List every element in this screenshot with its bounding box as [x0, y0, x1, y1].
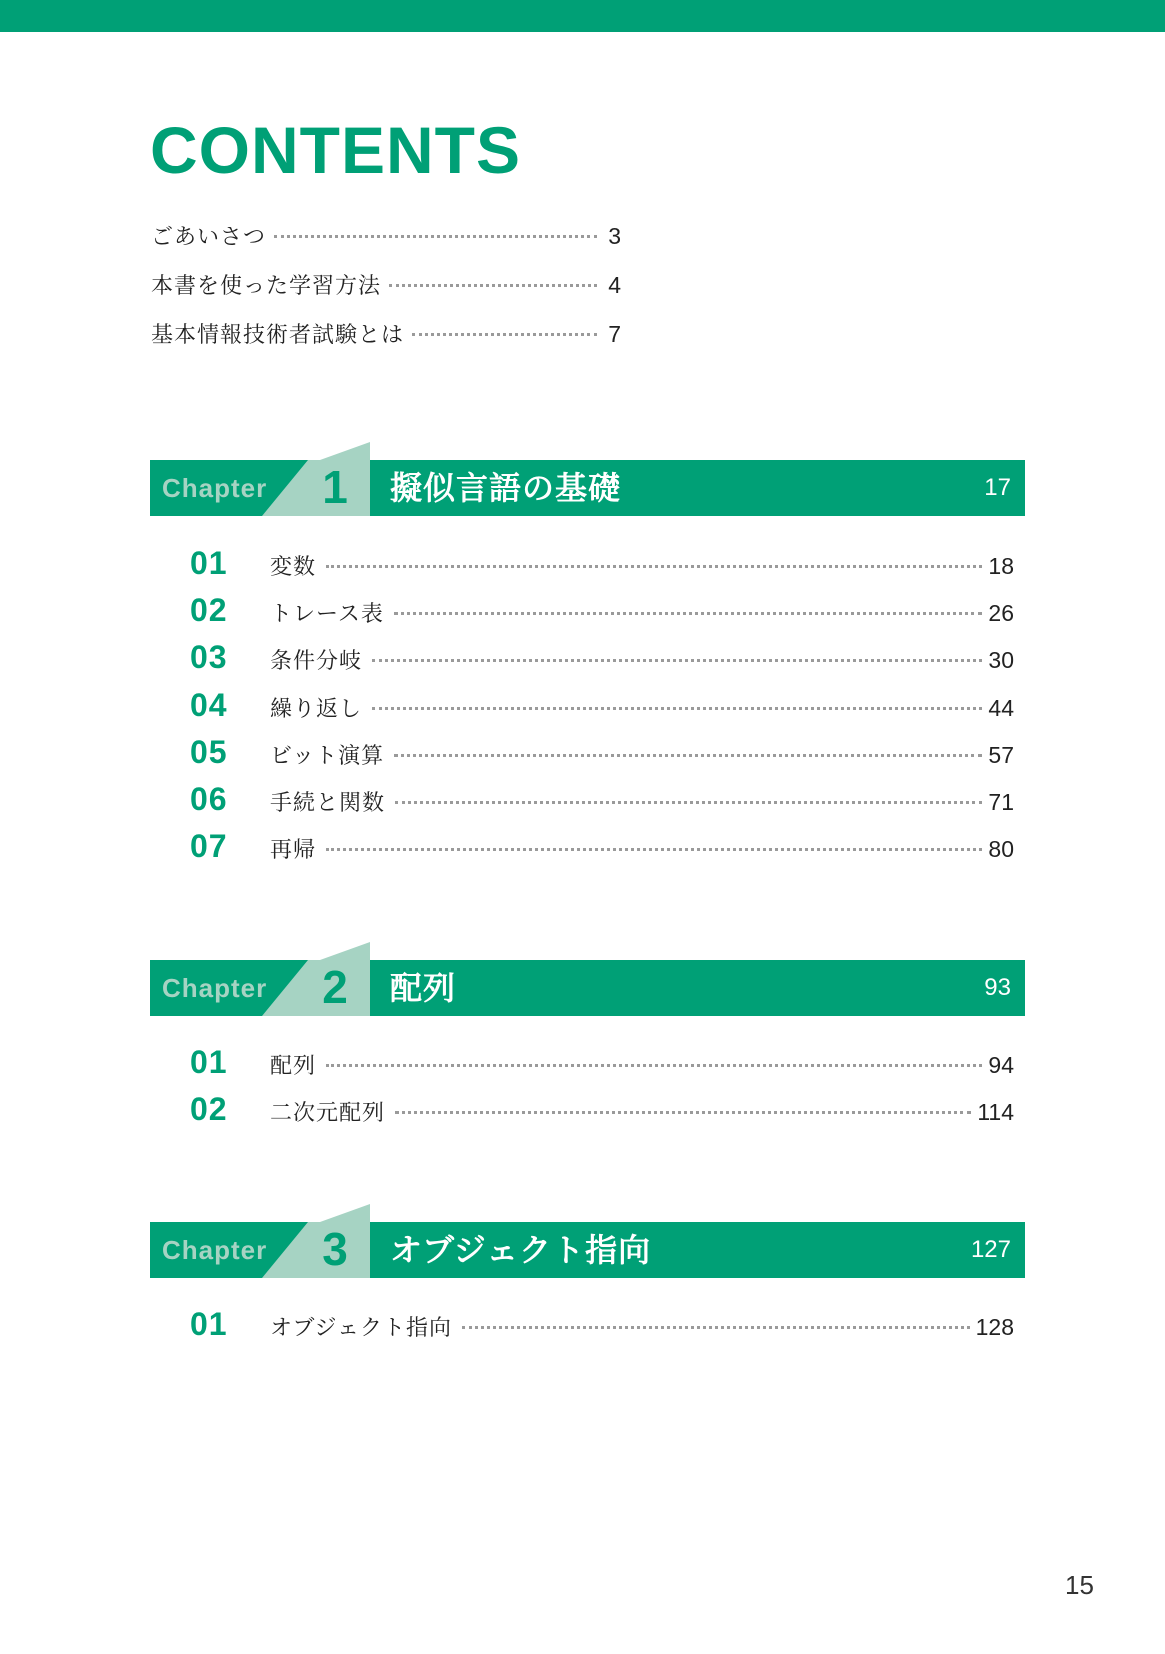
section-page: 128 — [975, 1314, 1014, 1340]
dot-leader — [394, 754, 982, 757]
section-page: 114 — [977, 1099, 1014, 1125]
chapter-page: 93 — [984, 974, 1011, 1001]
dot-leader — [326, 848, 982, 851]
chapter-2-header[interactable] — [150, 942, 1025, 1018]
section-number: 01 — [190, 1306, 228, 1342]
front-matter-item-study-method[interactable] — [151, 269, 621, 303]
top-accent-bar — [0, 0, 1165, 32]
section-label: 変数 — [270, 555, 317, 580]
chapter-title: オブジェクト指向 — [390, 1231, 652, 1269]
toc-entry-1-04[interactable] — [190, 687, 1014, 723]
toc-entry-1-05[interactable] — [190, 734, 1014, 770]
chapter-page: 127 — [970, 1236, 1011, 1263]
chapter-word: Chapter — [162, 473, 268, 503]
section-page: 94 — [988, 1052, 1014, 1078]
front-matter-label: 本書を使った学習方法 — [151, 274, 382, 299]
dot-leader — [326, 565, 982, 568]
dot-leader — [394, 612, 983, 615]
section-page: 80 — [988, 836, 1014, 862]
front-matter-page: 7 — [608, 321, 621, 347]
page-number: 15 — [1065, 1570, 1094, 1600]
section-page: 57 — [988, 742, 1014, 768]
section-label: 再帰 — [270, 838, 317, 863]
chapter-1-header[interactable] — [150, 442, 1025, 518]
toc-entry-1-03[interactable] — [190, 639, 1014, 675]
front-matter-page: 3 — [608, 223, 621, 249]
toc-entry-2-02[interactable] — [190, 1091, 1014, 1127]
section-number: 02 — [190, 592, 228, 628]
chapter-title: 擬似言語の基礎 — [390, 469, 622, 507]
section-label: 手続と関数 — [270, 791, 386, 816]
section-number: 02 — [190, 1091, 228, 1127]
section-page: 26 — [988, 600, 1014, 626]
dot-leader — [462, 1326, 970, 1329]
section-page: 71 — [988, 789, 1014, 815]
section-page: 30 — [988, 647, 1014, 673]
toc-entry-1-07[interactable] — [190, 828, 1014, 864]
section-label: 繰り返し — [270, 697, 363, 722]
dot-leader — [395, 1111, 971, 1114]
chapter-3-header[interactable] — [150, 1204, 1025, 1280]
dot-leader — [326, 1064, 982, 1067]
section-number: 03 — [190, 639, 228, 675]
section-label: ビット演算 — [270, 744, 385, 769]
section-label: 条件分岐 — [270, 649, 363, 674]
chapter-number: 3 — [322, 1223, 348, 1275]
section-number: 07 — [190, 828, 228, 864]
toc-entry-3-01[interactable] — [190, 1306, 1014, 1342]
front-matter-item-exam-overview[interactable] — [151, 318, 621, 352]
chapter-page: 17 — [984, 474, 1011, 501]
dot-leader — [372, 659, 982, 662]
dot-leader — [395, 801, 982, 804]
front-matter-label: ごあいさつ — [151, 225, 267, 250]
chapter-banner-shape — [150, 942, 1025, 1018]
toc-entry-1-02[interactable] — [190, 592, 1014, 628]
chapter-word: Chapter — [162, 1235, 268, 1265]
dot-leader — [274, 235, 597, 238]
section-page: 44 — [988, 695, 1014, 721]
section-label: 配列 — [270, 1054, 317, 1079]
toc-entry-1-01[interactable] — [190, 545, 1014, 581]
dot-leader — [412, 333, 597, 336]
section-label: オブジェクト指向 — [270, 1316, 453, 1341]
section-number: 06 — [190, 781, 228, 817]
chapter-number: 2 — [322, 961, 348, 1013]
front-matter-page: 4 — [608, 272, 621, 298]
front-matter-item-greeting[interactable] — [151, 220, 621, 254]
toc-entry-1-06[interactable] — [190, 781, 1014, 817]
page-title: CONTENTS — [150, 113, 521, 187]
section-label: 二次元配列 — [270, 1101, 386, 1126]
section-number: 01 — [190, 1044, 228, 1080]
dot-leader — [389, 284, 597, 287]
chapter-title: 配列 — [390, 969, 457, 1007]
section-number: 04 — [190, 687, 228, 723]
chapter-number: 1 — [322, 461, 348, 513]
section-page: 18 — [988, 553, 1014, 579]
chapter-word: Chapter — [162, 973, 268, 1003]
toc-entry-2-01[interactable] — [190, 1044, 1014, 1080]
section-label: トレース表 — [270, 602, 384, 627]
dot-leader — [372, 707, 982, 710]
section-number: 01 — [190, 545, 228, 581]
section-number: 05 — [190, 734, 228, 770]
front-matter-label: 基本情報技術者試験とは — [151, 323, 405, 348]
